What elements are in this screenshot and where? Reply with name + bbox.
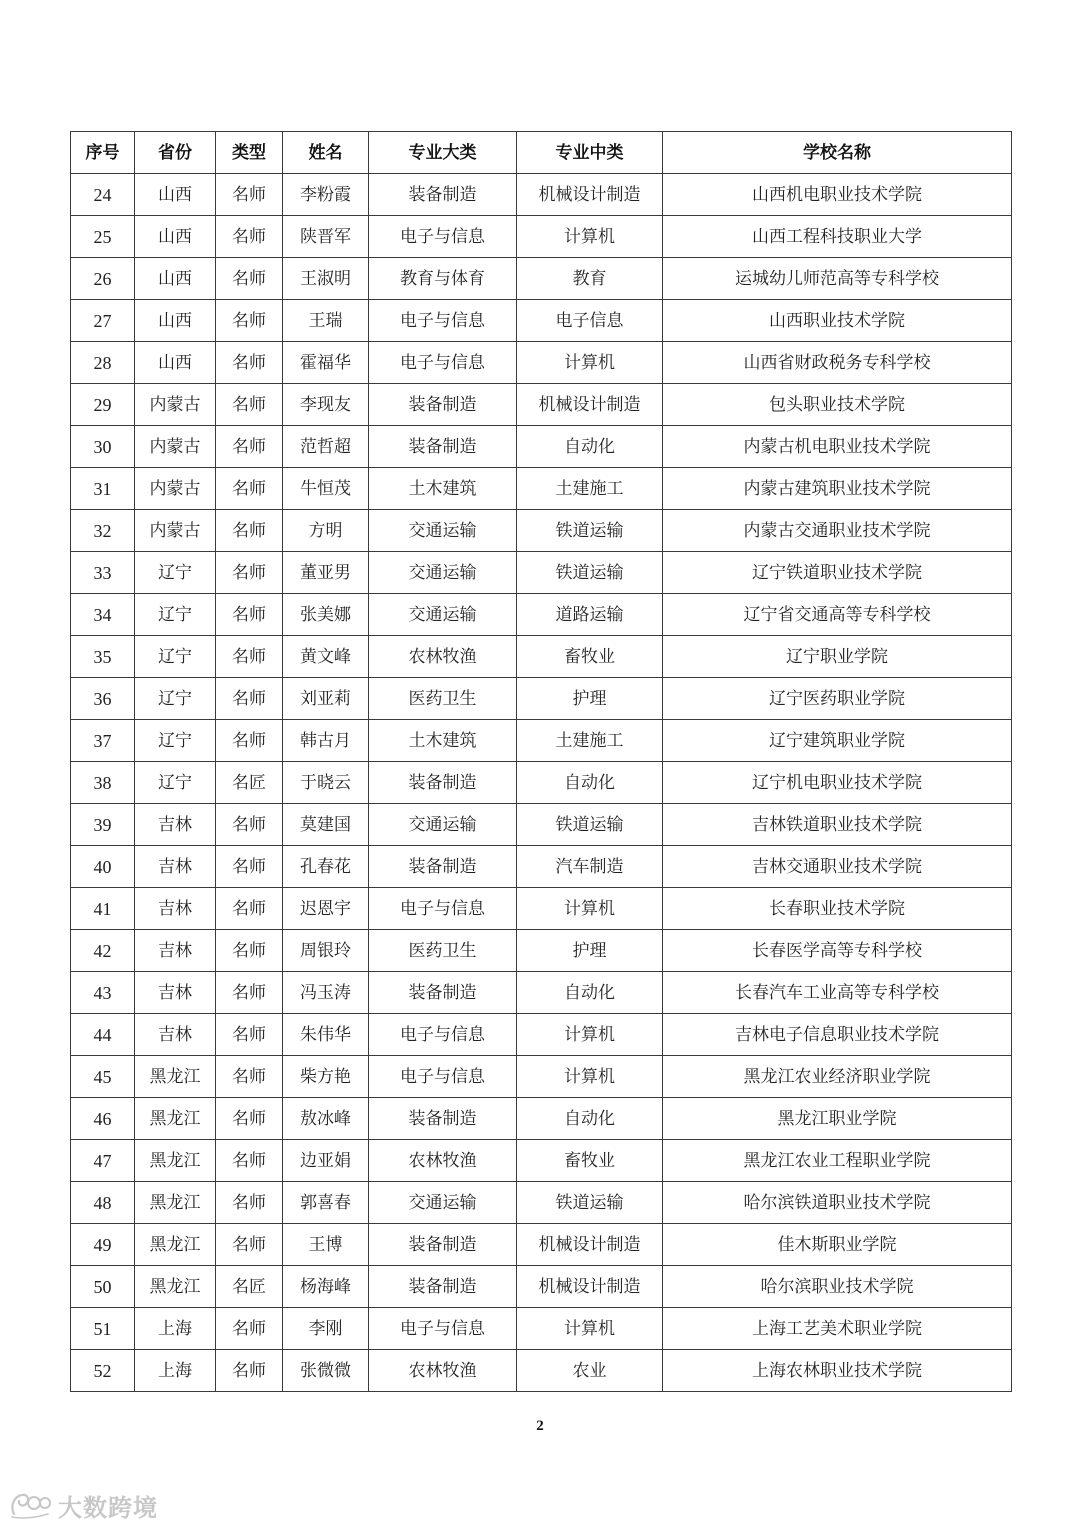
cell-major-subcategory: 汽车制造 — [517, 846, 663, 888]
cell-index: 48 — [71, 1182, 135, 1224]
cell-major-category: 装备制造 — [369, 426, 517, 468]
cell-major-subcategory: 铁道运输 — [517, 552, 663, 594]
cell-major-subcategory: 道路运输 — [517, 594, 663, 636]
cell-name: 刘亚莉 — [283, 678, 369, 720]
cell-province: 辽宁 — [135, 678, 216, 720]
cell-index: 35 — [71, 636, 135, 678]
cell-type: 名师 — [216, 1224, 283, 1266]
cell-major-subcategory: 自动化 — [517, 1098, 663, 1140]
cell-type: 名师 — [216, 720, 283, 762]
cell-major-category: 装备制造 — [369, 846, 517, 888]
cell-school-name: 长春职业技术学院 — [663, 888, 1012, 930]
cell-type: 名师 — [216, 1182, 283, 1224]
cell-index: 44 — [71, 1014, 135, 1056]
table-row — [71, 594, 1012, 636]
cell-school-name: 辽宁医药职业学院 — [663, 678, 1012, 720]
cell-type: 名师 — [216, 930, 283, 972]
cell-major-category: 装备制造 — [369, 762, 517, 804]
cell-major-subcategory: 机械设计制造 — [517, 1266, 663, 1308]
cell-type: 名师 — [216, 384, 283, 426]
cell-major-subcategory: 机械设计制造 — [517, 1224, 663, 1266]
cell-name: 韩古月 — [283, 720, 369, 762]
cell-index: 41 — [71, 888, 135, 930]
cell-province: 黑龙江 — [135, 1182, 216, 1224]
cell-province: 内蒙古 — [135, 510, 216, 552]
table-row — [71, 972, 1012, 1014]
cell-major-category: 交通运输 — [369, 804, 517, 846]
table-row — [71, 174, 1012, 216]
header-province: 省份 — [135, 132, 216, 174]
cell-major-category: 装备制造 — [369, 1098, 517, 1140]
cell-major-subcategory: 计算机 — [517, 216, 663, 258]
cell-major-category: 交通运输 — [369, 552, 517, 594]
cell-school-name: 辽宁铁道职业技术学院 — [663, 552, 1012, 594]
cell-province: 山西 — [135, 174, 216, 216]
cell-major-category: 装备制造 — [369, 1266, 517, 1308]
cell-province: 山西 — [135, 258, 216, 300]
cell-type: 名师 — [216, 636, 283, 678]
table-row — [71, 1224, 1012, 1266]
cell-type: 名师 — [216, 1014, 283, 1056]
cell-type: 名师 — [216, 300, 283, 342]
cell-school-name: 包头职业技术学院 — [663, 384, 1012, 426]
table-row — [71, 1308, 1012, 1350]
cell-province: 辽宁 — [135, 720, 216, 762]
cell-major-subcategory: 教育 — [517, 258, 663, 300]
cell-index: 32 — [71, 510, 135, 552]
table-row — [71, 1266, 1012, 1308]
cell-index: 37 — [71, 720, 135, 762]
cell-school-name: 哈尔滨职业技术学院 — [663, 1266, 1012, 1308]
cell-province: 内蒙古 — [135, 384, 216, 426]
cell-school-name: 辽宁机电职业技术学院 — [663, 762, 1012, 804]
cell-major-subcategory: 畜牧业 — [517, 636, 663, 678]
cell-name: 李现友 — [283, 384, 369, 426]
cell-province: 黑龙江 — [135, 1140, 216, 1182]
cell-major-subcategory: 护理 — [517, 678, 663, 720]
cell-school-name: 上海工艺美术职业学院 — [663, 1308, 1012, 1350]
cell-major-subcategory: 计算机 — [517, 1014, 663, 1056]
cell-name: 王淑明 — [283, 258, 369, 300]
table-row — [71, 384, 1012, 426]
cell-name: 柴方艳 — [283, 1056, 369, 1098]
cell-major-category: 土木建筑 — [369, 468, 517, 510]
table-row — [71, 804, 1012, 846]
cell-school-name: 内蒙古交通职业技术学院 — [663, 510, 1012, 552]
cell-province: 黑龙江 — [135, 1056, 216, 1098]
header-index: 序号 — [71, 132, 135, 174]
document-table-container — [70, 131, 1011, 1392]
cell-type: 名师 — [216, 888, 283, 930]
cell-name: 周银玲 — [283, 930, 369, 972]
cell-province: 黑龙江 — [135, 1224, 216, 1266]
cell-index: 31 — [71, 468, 135, 510]
cell-name: 霍福华 — [283, 342, 369, 384]
cell-major-category: 电子与信息 — [369, 300, 517, 342]
cell-major-category: 医药卫生 — [369, 930, 517, 972]
cell-index: 24 — [71, 174, 135, 216]
cell-type: 名师 — [216, 468, 283, 510]
cell-name: 李粉霞 — [283, 174, 369, 216]
cell-major-category: 装备制造 — [369, 972, 517, 1014]
cell-major-subcategory: 自动化 — [517, 972, 663, 1014]
cell-major-category: 电子与信息 — [369, 1308, 517, 1350]
cell-index: 25 — [71, 216, 135, 258]
table-body — [71, 174, 1012, 1392]
cell-type: 名师 — [216, 1098, 283, 1140]
cell-major-subcategory: 计算机 — [517, 342, 663, 384]
cell-index: 34 — [71, 594, 135, 636]
cell-index: 45 — [71, 1056, 135, 1098]
cell-major-category: 医药卫生 — [369, 678, 517, 720]
table-row — [71, 426, 1012, 468]
cell-province: 吉林 — [135, 1014, 216, 1056]
cell-name: 张微微 — [283, 1350, 369, 1392]
cell-major-subcategory: 农业 — [517, 1350, 663, 1392]
cell-major-category: 交通运输 — [369, 510, 517, 552]
cell-name: 边亚娟 — [283, 1140, 369, 1182]
cell-school-name: 吉林电子信息职业技术学院 — [663, 1014, 1012, 1056]
cell-major-subcategory: 铁道运输 — [517, 510, 663, 552]
cell-name: 杨海峰 — [283, 1266, 369, 1308]
cell-major-category: 交通运输 — [369, 1182, 517, 1224]
cell-index: 38 — [71, 762, 135, 804]
cell-province: 辽宁 — [135, 552, 216, 594]
cell-school-name: 黑龙江农业工程职业学院 — [663, 1140, 1012, 1182]
table-header-row — [71, 132, 1012, 174]
table-row — [71, 846, 1012, 888]
cell-type: 名师 — [216, 972, 283, 1014]
cell-name: 莫建国 — [283, 804, 369, 846]
cell-school-name: 山西机电职业技术学院 — [663, 174, 1012, 216]
watermark — [8, 1488, 158, 1522]
cell-school-name: 吉林交通职业技术学院 — [663, 846, 1012, 888]
table-row — [71, 552, 1012, 594]
cell-province: 上海 — [135, 1308, 216, 1350]
cell-name: 范哲超 — [283, 426, 369, 468]
cell-major-subcategory: 计算机 — [517, 888, 663, 930]
cell-province: 山西 — [135, 342, 216, 384]
cell-province: 黑龙江 — [135, 1098, 216, 1140]
cell-name: 于晓云 — [283, 762, 369, 804]
cell-major-category: 装备制造 — [369, 384, 517, 426]
cell-major-subcategory: 铁道运输 — [517, 1182, 663, 1224]
cell-type: 名师 — [216, 846, 283, 888]
cell-name: 陕晋军 — [283, 216, 369, 258]
cell-index: 47 — [71, 1140, 135, 1182]
cell-school-name: 运城幼儿师范高等专科学校 — [663, 258, 1012, 300]
cell-major-subcategory: 土建施工 — [517, 468, 663, 510]
cell-province: 上海 — [135, 1350, 216, 1392]
cell-major-category: 电子与信息 — [369, 216, 517, 258]
cell-major-subcategory: 机械设计制造 — [517, 384, 663, 426]
cell-name: 张美娜 — [283, 594, 369, 636]
cell-major-subcategory: 铁道运输 — [517, 804, 663, 846]
cell-major-subcategory: 机械设计制造 — [517, 174, 663, 216]
cell-major-subcategory: 电子信息 — [517, 300, 663, 342]
cell-major-category: 教育与体育 — [369, 258, 517, 300]
cell-province: 山西 — [135, 216, 216, 258]
cell-school-name: 山西职业技术学院 — [663, 300, 1012, 342]
cell-major-subcategory: 土建施工 — [517, 720, 663, 762]
cell-index: 28 — [71, 342, 135, 384]
cell-school-name: 黑龙江农业经济职业学院 — [663, 1056, 1012, 1098]
teacher-list-table — [70, 131, 1012, 1392]
cell-name: 迟恩宇 — [283, 888, 369, 930]
cell-type: 名匠 — [216, 762, 283, 804]
cell-school-name: 山西工程科技职业大学 — [663, 216, 1012, 258]
cell-major-category: 电子与信息 — [369, 342, 517, 384]
cell-school-name: 内蒙古机电职业技术学院 — [663, 426, 1012, 468]
cell-index: 29 — [71, 384, 135, 426]
table-row — [71, 216, 1012, 258]
page-number: 2 — [536, 1418, 544, 1434]
cell-school-name: 辽宁职业学院 — [663, 636, 1012, 678]
cell-type: 名师 — [216, 510, 283, 552]
cell-school-name: 内蒙古建筑职业技术学院 — [663, 468, 1012, 510]
cell-school-name: 黑龙江职业学院 — [663, 1098, 1012, 1140]
header-name: 姓名 — [283, 132, 369, 174]
cell-type: 名师 — [216, 174, 283, 216]
cell-major-subcategory: 计算机 — [517, 1308, 663, 1350]
cell-province: 吉林 — [135, 972, 216, 1014]
cell-type: 名师 — [216, 1140, 283, 1182]
cell-type: 名师 — [216, 216, 283, 258]
watermark-logo-icon — [8, 1490, 52, 1520]
table-row — [71, 930, 1012, 972]
cell-major-category: 土木建筑 — [369, 720, 517, 762]
table-row — [71, 1014, 1012, 1056]
cell-type: 名师 — [216, 258, 283, 300]
header-major-subcategory: 专业中类 — [517, 132, 663, 174]
cell-school-name: 山西省财政税务专科学校 — [663, 342, 1012, 384]
cell-province: 吉林 — [135, 846, 216, 888]
cell-index: 39 — [71, 804, 135, 846]
table-row — [71, 1182, 1012, 1224]
table-row — [71, 300, 1012, 342]
table-row — [71, 888, 1012, 930]
cell-major-category: 交通运输 — [369, 594, 517, 636]
cell-province: 辽宁 — [135, 594, 216, 636]
cell-major-category: 农林牧渔 — [369, 1350, 517, 1392]
cell-type: 名师 — [216, 426, 283, 468]
cell-school-name: 佳木斯职业学院 — [663, 1224, 1012, 1266]
cell-major-category: 农林牧渔 — [369, 636, 517, 678]
cell-index: 50 — [71, 1266, 135, 1308]
cell-index: 36 — [71, 678, 135, 720]
cell-province: 辽宁 — [135, 636, 216, 678]
table-row — [71, 1098, 1012, 1140]
cell-name: 李刚 — [283, 1308, 369, 1350]
cell-index: 43 — [71, 972, 135, 1014]
cell-school-name: 长春医学高等专科学校 — [663, 930, 1012, 972]
table-row — [71, 468, 1012, 510]
cell-major-category: 电子与信息 — [369, 1056, 517, 1098]
cell-school-name: 长春汽车工业高等专科学校 — [663, 972, 1012, 1014]
cell-major-category: 装备制造 — [369, 1224, 517, 1266]
cell-name: 朱伟华 — [283, 1014, 369, 1056]
cell-major-category: 电子与信息 — [369, 1014, 517, 1056]
cell-index: 46 — [71, 1098, 135, 1140]
cell-name: 黄文峰 — [283, 636, 369, 678]
cell-name: 董亚男 — [283, 552, 369, 594]
cell-name: 敖冰峰 — [283, 1098, 369, 1140]
cell-name: 郭喜春 — [283, 1182, 369, 1224]
cell-major-category: 电子与信息 — [369, 888, 517, 930]
cell-type: 名师 — [216, 594, 283, 636]
cell-index: 40 — [71, 846, 135, 888]
cell-major-subcategory: 护理 — [517, 930, 663, 972]
table-row — [71, 678, 1012, 720]
cell-name: 牛恒茂 — [283, 468, 369, 510]
cell-type: 名师 — [216, 552, 283, 594]
header-major-category: 专业大类 — [369, 132, 517, 174]
cell-school-name: 辽宁建筑职业学院 — [663, 720, 1012, 762]
cell-index: 51 — [71, 1308, 135, 1350]
cell-index: 26 — [71, 258, 135, 300]
table-row — [71, 1140, 1012, 1182]
cell-school-name: 上海农林职业技术学院 — [663, 1350, 1012, 1392]
cell-name: 王瑞 — [283, 300, 369, 342]
cell-school-name: 吉林铁道职业技术学院 — [663, 804, 1012, 846]
cell-province: 内蒙古 — [135, 426, 216, 468]
cell-type: 名师 — [216, 1308, 283, 1350]
cell-index: 42 — [71, 930, 135, 972]
cell-index: 33 — [71, 552, 135, 594]
cell-province: 黑龙江 — [135, 1266, 216, 1308]
cell-name: 冯玉涛 — [283, 972, 369, 1014]
cell-index: 49 — [71, 1224, 135, 1266]
watermark-text: 大数跨境 — [58, 1493, 158, 1522]
table-row — [71, 1056, 1012, 1098]
header-type: 类型 — [216, 132, 283, 174]
cell-major-subcategory: 计算机 — [517, 1056, 663, 1098]
cell-index: 27 — [71, 300, 135, 342]
cell-type: 名师 — [216, 1350, 283, 1392]
cell-type: 名师 — [216, 678, 283, 720]
cell-type: 名匠 — [216, 1266, 283, 1308]
table-row — [71, 636, 1012, 678]
cell-province: 吉林 — [135, 804, 216, 846]
cell-province: 辽宁 — [135, 762, 216, 804]
table-row — [71, 762, 1012, 804]
cell-province: 内蒙古 — [135, 468, 216, 510]
cell-index: 30 — [71, 426, 135, 468]
cell-major-subcategory: 畜牧业 — [517, 1140, 663, 1182]
cell-province: 山西 — [135, 300, 216, 342]
cell-major-subcategory: 自动化 — [517, 762, 663, 804]
header-school-name: 学校名称 — [663, 132, 1012, 174]
cell-name: 方明 — [283, 510, 369, 552]
table-row — [71, 342, 1012, 384]
cell-type: 名师 — [216, 342, 283, 384]
cell-major-subcategory: 自动化 — [517, 426, 663, 468]
table-row — [71, 1350, 1012, 1392]
cell-school-name: 辽宁省交通高等专科学校 — [663, 594, 1012, 636]
cell-school-name: 哈尔滨铁道职业技术学院 — [663, 1182, 1012, 1224]
table-row — [71, 258, 1012, 300]
table-row — [71, 720, 1012, 762]
cell-name: 王博 — [283, 1224, 369, 1266]
cell-type: 名师 — [216, 804, 283, 846]
cell-major-category: 农林牧渔 — [369, 1140, 517, 1182]
cell-name: 孔春花 — [283, 846, 369, 888]
cell-index: 52 — [71, 1350, 135, 1392]
cell-type: 名师 — [216, 1056, 283, 1098]
cell-province: 吉林 — [135, 930, 216, 972]
cell-major-category: 装备制造 — [369, 174, 517, 216]
cell-province: 吉林 — [135, 888, 216, 930]
table-row — [71, 510, 1012, 552]
